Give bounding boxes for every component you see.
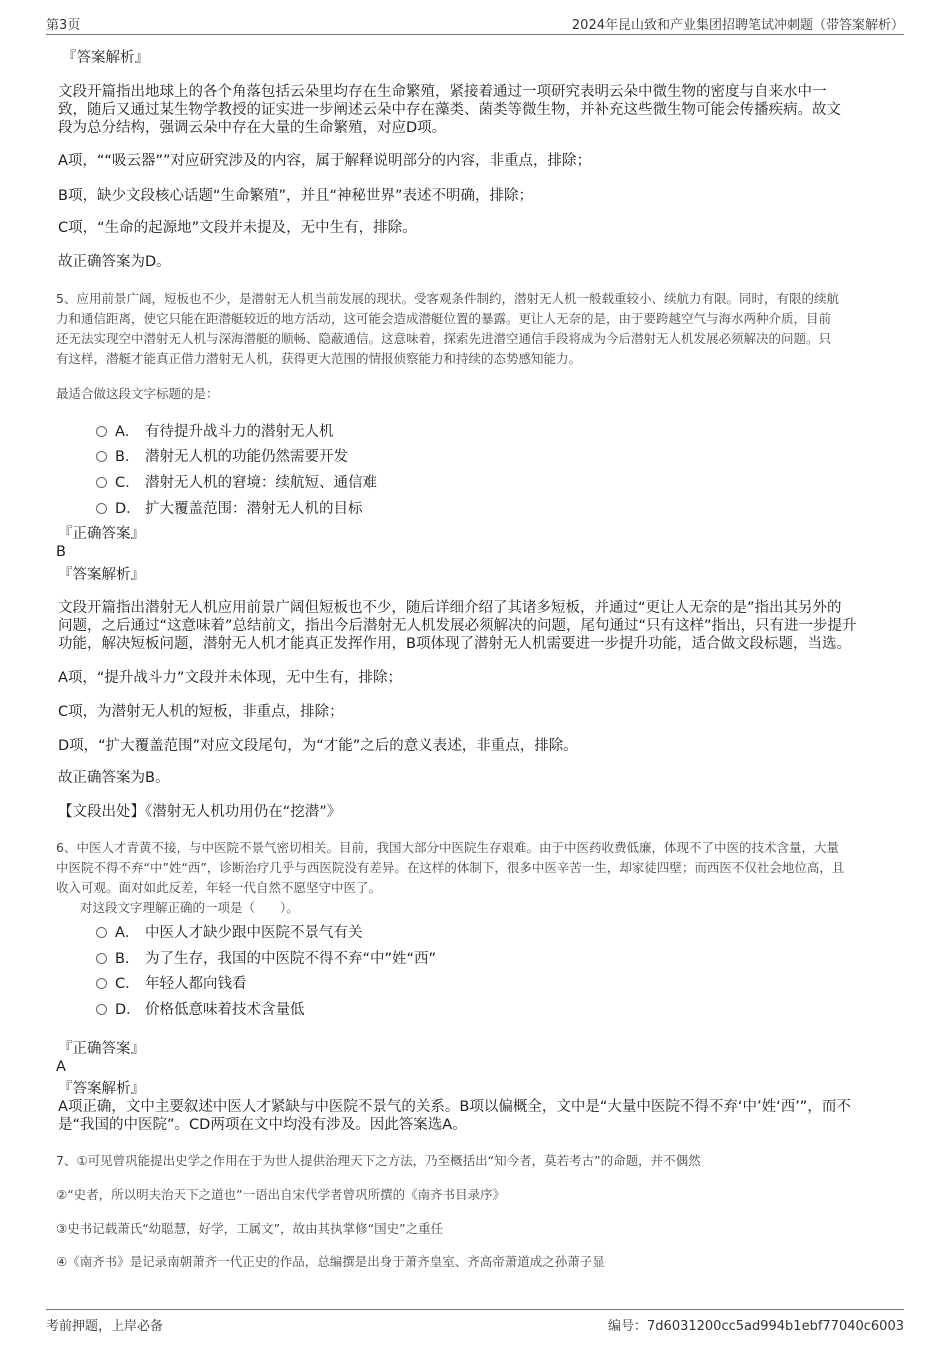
radio-icon[interactable] [96,477,107,488]
q6-analysis-label: 『答案解析』 [58,1081,145,1097]
q5-stem-line: 还无法实现空中潜射无人机与深海潜艇的顺畅、隐蔽通信。这意味着，探索先进潜空通信手段将成为今后潜射无人机发展必须解决的问题。只 [56,331,832,346]
q4-option-b-note: B项，缺少文段核心话题“生命繁殖”，并且“神秘世界”表述不明确，排除； [58,188,533,204]
q5-stem-line: 力和通信距离，使它只能在距潜艇较近的地方活动，这可能会造成潜艇位置的暴露。更让人无奈的是，由于要跨越空气与海水两种介质，目前 [56,311,832,326]
q6-prompt: 对这段文字理解正确的一项是（ ）。 [80,900,299,915]
document-title: 2024年昆山致和产业集团招聘笔试冲刺题（带答案解析） [571,18,904,33]
page-number: 第3页 [46,18,81,33]
radio-icon[interactable] [96,426,107,437]
q5-conclusion: 故正确答案为B。 [58,770,170,786]
q5-source: 【文段出处】《潜射无人机功用仍在“挖潜”》 [58,804,342,820]
q6-answer-label: 『正确答案』 [58,1041,145,1057]
q5-analysis-line: 文段开篇指出潜射无人机应用前景广阔但短板也不少，随后详细介绍了其诸多短板，并通过“更让人无奈的是”指出其另外的 [58,600,842,616]
q6-stem-line: 6、中医人才青黄不接，与中医院不景气密切相关。目前，我国大部分中医院生存艰难。由于中医药收费低廉，体现不了中医的技术含量，大量 [56,840,839,855]
q6-option-d[interactable]: D． 价格低意味着技术含量低 [96,998,305,1019]
q6-option-b[interactable]: B． 为了生存，我国的中医院不得不弃“中”姓“西” [96,947,436,968]
q5-stem-line: 5、应用前景广阔，短板也不少，是潜射无人机当前发展的现状。受客观条件制约，潜射无人机一般载重较小、续航力有限。同时，有限的续航 [56,291,839,306]
radio-icon[interactable] [96,978,107,989]
q5-prompt: 最适合做这段文字标题的是： [56,386,219,401]
q5-option-d-note: D项，“扩大覆盖范围”对应文段尾句，为“才能”之后的意义表述，非重点，排除。 [58,738,578,754]
q6-stem-line: 收入可观。面对如此反差，年轻一代自然不愿坚守中医了。 [56,880,382,895]
q7-sentence-1: 7、①可见曾巩能提出史学之作用在于为世人提供治理天下之方法，乃至概括出“知今者，莫若考古”的命题，并不偶然 [56,1153,701,1168]
q6-option-a[interactable]: A． 中医人才缺少跟中医院不景气有关 [96,921,363,942]
q5-option-c[interactable]: C． 潜射无人机的窘境：续航短、通信难 [96,471,377,492]
q5-option-b[interactable]: B． 潜射无人机的功能仍然需要开发 [96,445,348,466]
radio-icon[interactable] [96,1004,107,1015]
q6-option-c[interactable]: C． 年轻人都向钱看 [96,972,247,993]
q7-sentence-2: ②“史者，所以明夫治天下之道也”一语出自宋代学者曾巩所撰的《南齐书目录序》 [56,1187,506,1202]
q4-analysis-line: 文段开篇指出地球上的各个角落包括云朵里均存在生命繁殖，紧接着通过一项研究表明云朵中微生物的密度与自来水中一 [58,84,827,100]
q4-option-c-note: C项，“生命的起源地”文段并未提及，无中生有，排除。 [58,220,417,236]
q7-sentence-3: ③史书记载萧氏“幼聪慧，好学，工属文”，故由其执掌修“国史”之重任 [56,1221,444,1236]
q5-analysis-line: 功能，解决短板问题，潜射无人机才能真正发挥作用，B项体现了潜射无人机需要进一步提升功能，适合做文段标题，当选。 [58,636,851,652]
q5-option-a[interactable]: A． 有待提升战斗力的潜射无人机 [96,420,334,441]
q5-stem-line: 有这样，潜艇才能真正借力潜射无人机，获得更大范围的情报侦察能力和持续的态势感知能力。 [56,351,582,366]
q5-option-c-note: C项，为潜射无人机的短板，非重点，排除； [58,704,344,720]
q4-analysis-line: 致，随后又通过某生物学教授的证实进一步阐述云朵中存在藻类、菌类等微生物，并补充这些微生物可能会传播疾病。故文 [58,102,841,118]
page-header [46,12,904,35]
q5-answer-label: 『正确答案』 [58,526,145,542]
q5-option-a-note: A项，“提升战斗力”文段并未体现，无中生有，排除； [58,670,402,686]
q6-analysis-line: A项正确，文中主要叙述中医人才紧缺与中医院不景气的关系。B项以偏概全，文中是“大量中医院不得不弃‘中’姓‘西’”，而不 [58,1099,851,1115]
q7-sentence-4: ④《南齐书》是记录南朝萧齐一代正史的作品，总编撰是出身于萧齐皇室、齐高帝萧道成之孙萧子显 [56,1254,605,1269]
q6-stem-line: 中医院不得不弃“中”姓“西”，诊断治疗几乎与西医院没有差异。在这样的体制下，很多中医辛苦一生，却家徒四壁；而西医不仅社会地位高，且 [56,860,845,875]
radio-icon[interactable] [96,451,107,462]
q6-analysis-line: 是“我国的中医院”。CD两项在文中均没有涉及。因此答案选A。 [58,1117,467,1133]
q5-analysis-label: 『答案解析』 [58,567,145,583]
q5-answer: B [56,544,66,560]
footer-slogan: 考前押题，上岸必备 [46,1319,164,1334]
q4-analysis-line: 段为总分结构，强调云朵中存在大量的生命繁殖，对应D项。 [58,120,447,136]
q5-option-d[interactable]: D． 扩大覆盖范围：潜射无人机的目标 [96,497,363,518]
q5-analysis-line: 问题，之后通过“这意味着”总结前文，指出今后潜射无人机发展必须解决的问题，尾句通过“只有这样”指出，只有进一步提升 [58,618,857,634]
page-footer [46,1309,904,1334]
q6-answer: A [56,1059,66,1075]
q4-option-a-note: A项，““吸云器””对应研究涉及的内容，属于解释说明部分的内容，非重点，排除； [58,153,591,169]
radio-icon[interactable] [96,503,107,514]
q4-analysis-label: 『答案解析』 [62,50,149,66]
radio-icon[interactable] [96,927,107,938]
q4-conclusion: 故正确答案为D。 [58,254,171,270]
document-id: 编号：7d6031200cc5ad994b1ebf77040c6003 [608,1319,904,1334]
radio-icon[interactable] [96,953,107,964]
